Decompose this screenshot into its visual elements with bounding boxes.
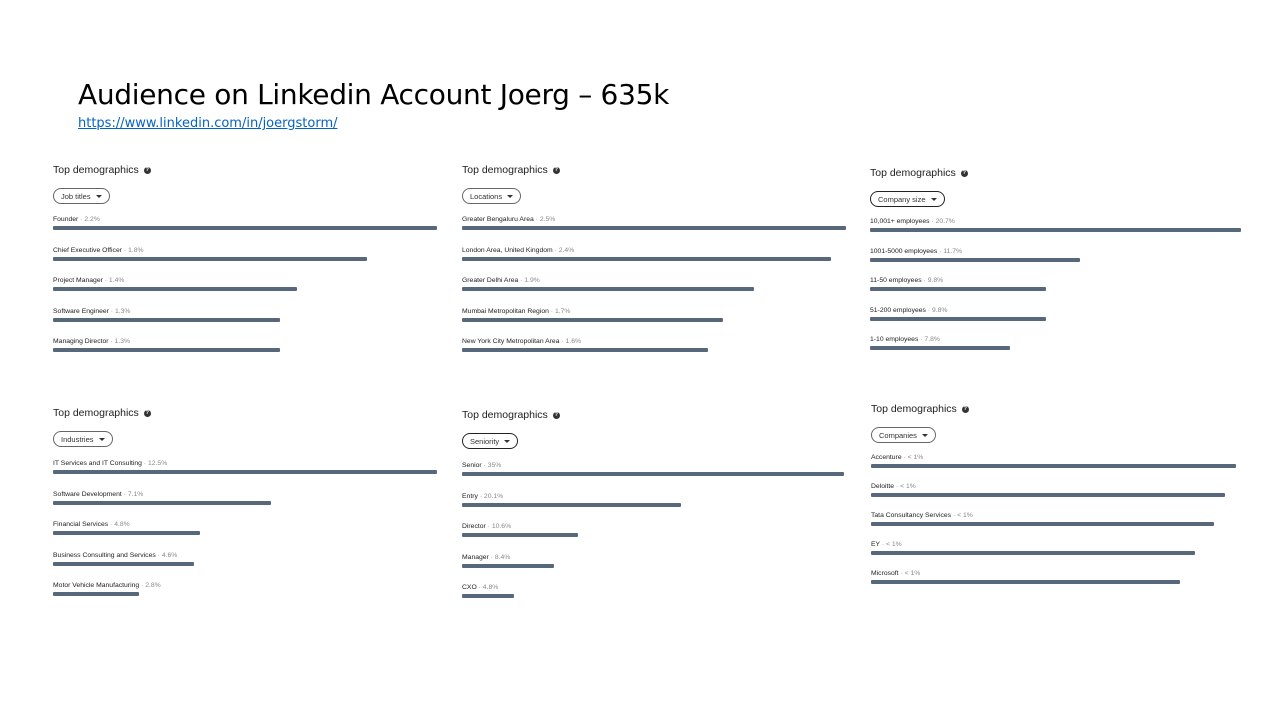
bar [870,346,1010,350]
category-label: Tata Consultancy Services [871,512,952,519]
value-label: 35% [487,462,502,469]
value-label: 7.1% [127,490,144,498]
panel-seniority [462,407,844,603]
separator-dot: · [921,277,928,284]
category-label: Greater Delhi Area [462,277,519,284]
bar-rows [871,453,1236,589]
bar-row [462,583,844,603]
category-label: 51-200 employees [870,306,926,314]
category-label: Senior [462,462,482,469]
panel-company-size [870,165,1241,355]
value-label: 1.9% [524,277,540,284]
category-label: Motor Vehicle Manufacturing [53,582,140,589]
value-label: 9.8% [927,277,944,284]
caret-down-icon [96,195,102,198]
value-label: 4.6% [161,551,178,559]
bar-row [53,276,437,296]
separator-dot: · [121,490,128,498]
separator-dot: · [476,584,483,591]
bar-row [53,459,437,479]
bar [462,348,708,352]
bar-row [53,520,437,540]
bar [870,317,1046,321]
value-label: < 1% [886,541,902,548]
filter-label: Industries [61,434,94,444]
bar [53,348,280,352]
category-label: Managing Director [53,338,109,345]
bar-track [870,317,1241,321]
bar [462,533,578,537]
category-label: Financial Services [53,521,109,528]
bar-row [462,307,846,327]
value-label: 7.8% [924,336,940,343]
bar-label [462,307,846,316]
bar-row [462,246,846,266]
panel-title: Top demographics [871,403,957,415]
value-label: 8.4% [494,553,511,561]
value-label: 20.7% [935,218,955,225]
separator-dot: · [552,246,559,254]
bar [462,564,554,568]
bar-track [53,470,437,474]
category-label: Director [462,523,486,530]
bar-row [53,337,437,357]
category-label: Manager [462,553,489,561]
value-label: 1.8% [128,246,144,254]
bar-row [871,453,1236,473]
separator-dot: · [548,307,555,315]
separator-dot: · [894,483,901,490]
category-label: Business Consulting and Services [53,551,156,559]
separator-dot: · [78,216,85,223]
bar-track [871,464,1236,468]
bar [462,318,723,322]
value-label: 20.1% [483,492,504,500]
bar [462,287,754,291]
bar [53,257,367,261]
value-label: 2.2% [84,216,100,223]
value-label: 4.8% [114,521,130,528]
bar [462,472,844,476]
panel-title: Top demographics [462,164,548,176]
separator-dot: · [898,570,905,577]
bar-row [462,553,844,573]
bar-row [870,247,1241,267]
bar-track [53,287,437,291]
category-label: Software Development [53,490,122,498]
bar-track [871,580,1236,584]
category-label: CXO [462,584,477,591]
separator-dot: · [155,551,162,559]
slide-title: Audience on Linkedin Account Joerg – 635k [78,78,670,111]
bar-row [53,307,437,327]
separator-dot: · [481,462,488,469]
value-label: < 1% [957,512,973,519]
bar-track [870,228,1241,232]
category-label: 1001-5000 employees [870,247,938,255]
value-label: 2.4% [558,246,575,254]
value-label: 1.3% [114,307,131,315]
category-label: Accenture [871,454,902,461]
bar [53,470,437,474]
bar-label [871,569,1236,578]
category-label: Microsoft [871,570,899,577]
bar [462,594,514,598]
separator-dot: · [937,247,944,255]
bar-label [53,551,437,560]
bar-row [53,246,437,266]
separator-dot: · [141,460,148,467]
panel-locations [462,162,846,357]
bar-label [871,453,1236,462]
bar-row [870,276,1241,296]
bar-rows [462,215,846,357]
bar-row [53,551,437,571]
bar-row [462,337,846,357]
value-label: 9.8% [931,306,948,314]
category-label: Greater Bengaluru Area [462,216,534,223]
category-label: 10,001+ employees [870,218,930,225]
separator-dot: · [108,338,115,345]
bar-track [462,533,844,537]
separator-dot: · [533,216,540,223]
category-label: Project Manager [53,277,103,284]
value-label: 11.7% [943,247,963,255]
bar-rows [53,459,437,601]
filter-dropdown[interactable] [53,188,110,204]
bar-row [462,492,844,512]
separator-dot: · [951,512,958,519]
category-label: Deloitte [871,483,895,490]
panel-industries [53,405,437,601]
value-label: 1.7% [554,307,571,315]
bar-track [462,348,846,352]
bar-label [870,247,1241,256]
bar-label [53,581,437,590]
category-label: Founder [53,216,79,223]
separator-dot: · [559,338,566,345]
filter-dropdown[interactable] [53,431,113,447]
filter-label: Locations [470,191,503,201]
bar-label [462,246,846,255]
help-icon[interactable]: ? [554,166,558,173]
bar-row [462,522,844,542]
caret-down-icon [931,198,937,201]
value-label: 2.5% [539,216,556,223]
bar-label [870,276,1241,285]
separator-dot: · [488,553,495,561]
bar-track [870,287,1241,291]
panel-job-titles [53,162,437,357]
bar-row [871,511,1236,531]
category-label: New York City Metropolitan Area [462,338,560,345]
bar-row [870,335,1241,355]
separator-dot: · [901,454,908,461]
help-icon[interactable]: ? [145,166,149,173]
caret-down-icon [922,434,928,437]
value-label: 1.4% [108,277,125,284]
bar [870,287,1046,291]
bar-row [870,217,1241,237]
value-label: 12.5% [147,460,168,467]
help-icon[interactable]: ? [554,411,558,418]
bar-track [53,348,437,352]
bar-label [53,337,437,346]
bar-track [462,318,846,322]
panel-title: Top demographics [53,407,139,419]
bar-track [462,287,846,291]
bar-rows [870,217,1241,355]
separator-dot: · [518,277,525,284]
bar [462,226,846,230]
separator-dot: · [477,492,484,500]
help-icon[interactable]: ? [145,409,149,416]
separator-dot: · [925,306,932,314]
bar-row [53,581,437,601]
bar-track [462,503,844,507]
bar-row [871,482,1236,502]
bar-track [462,564,844,568]
bar-rows [462,461,844,603]
bar-label [53,246,437,255]
bar-label [870,306,1241,315]
bar [871,580,1180,584]
separator-dot: · [879,541,886,548]
bar-rows [53,215,437,357]
bar-track [53,318,437,322]
filter-dropdown[interactable] [870,191,945,207]
bar-track [462,594,844,598]
bar-track [53,562,437,566]
bar-label [462,522,844,531]
bar-label [870,217,1241,226]
separator-dot: · [108,307,115,315]
bar-label [870,335,1241,344]
separator-dot: · [485,523,492,530]
value-label: < 1% [900,483,916,490]
separator-dot: · [918,336,925,343]
bar-label [462,461,844,470]
bar-label [53,276,437,285]
separator-dot: · [102,277,109,284]
bar-row [871,540,1236,560]
separator-dot: · [139,582,146,589]
bar [870,258,1080,262]
bar [871,464,1236,468]
category-label: 11-50 employees [870,277,922,284]
bar-track [870,346,1241,350]
bar-label [462,337,846,346]
bar [871,522,1214,526]
bar-track [870,258,1241,262]
bar [53,592,139,596]
separator-dot: · [108,521,115,528]
bar-track [462,226,846,230]
category-label: 1-10 employees [870,336,919,343]
category-label: Mumbai Metropolitan Region [462,307,549,315]
bar-row [53,215,437,235]
panel-title: Top demographics [462,409,548,421]
bar-label [462,553,844,562]
bar-track [53,531,437,535]
category-label: London Area, United Kingdom [462,246,553,254]
bar [53,501,271,505]
bar-track [53,257,437,261]
filter-label: Company size [878,194,926,204]
filter-label: Companies [879,430,917,440]
filter-label: Seniority [470,436,500,446]
bar-track [871,551,1236,555]
bar [462,503,681,507]
bar [53,562,194,566]
bar [462,257,831,261]
caret-down-icon [507,195,513,198]
bar [870,228,1241,232]
bar-track [53,501,437,505]
bar-label [53,215,437,224]
filter-dropdown[interactable] [462,188,521,204]
bar-row [53,490,437,510]
bar-track [871,493,1236,497]
category-label: Software Engineer [53,307,109,315]
bar-row [871,569,1236,589]
bar [53,531,200,535]
value-label: 10.6% [491,523,512,530]
panel-title: Top demographics [870,167,956,179]
bar-label [53,490,437,499]
bar-label [53,307,437,316]
value-label: 4.8% [482,584,499,591]
bar-label [871,482,1236,491]
bar-track [462,257,846,261]
bar-label [462,583,844,592]
bar-label [53,520,437,529]
value-label: 2.8% [145,582,161,589]
filter-dropdown[interactable] [871,427,936,443]
separator-dot: · [929,218,936,225]
bar-row [462,276,846,296]
bar-track [53,226,437,230]
category-label: Entry [462,492,478,500]
caret-down-icon [504,440,510,443]
profile-link[interactable]: https://www.linkedin.com/in/joergstorm/ [78,116,338,131]
filter-dropdown[interactable] [462,433,518,449]
caret-down-icon [99,438,105,441]
bar-label [462,492,844,501]
bar-label [53,459,437,468]
panel-title: Top demographics [53,164,139,176]
bar-label [871,540,1236,549]
value-label: 1.6% [565,338,582,345]
bar [871,551,1195,555]
help-icon[interactable]: ? [963,405,967,412]
help-icon[interactable]: ? [962,169,966,176]
bar [53,318,280,322]
category-label: EY [871,541,880,548]
bar-row [462,461,844,481]
bar-row [462,215,846,235]
value-label: < 1% [907,454,924,461]
bar-track [53,592,437,596]
bar [53,226,437,230]
bar-track [462,472,844,476]
bar-label [462,276,846,285]
bar-label [871,511,1236,520]
value-label: < 1% [904,570,921,577]
filter-label: Job titles [61,191,91,201]
bar-row [870,306,1241,326]
panel-companies [871,401,1236,589]
separator-dot: · [122,246,129,254]
category-label: IT Services and IT Consulting [53,460,142,467]
bar [871,493,1225,497]
bar-track [871,522,1236,526]
bar-label [462,215,846,224]
value-label: 1.3% [114,338,131,345]
category-label: Chief Executive Officer [53,246,123,254]
bar [53,287,297,291]
